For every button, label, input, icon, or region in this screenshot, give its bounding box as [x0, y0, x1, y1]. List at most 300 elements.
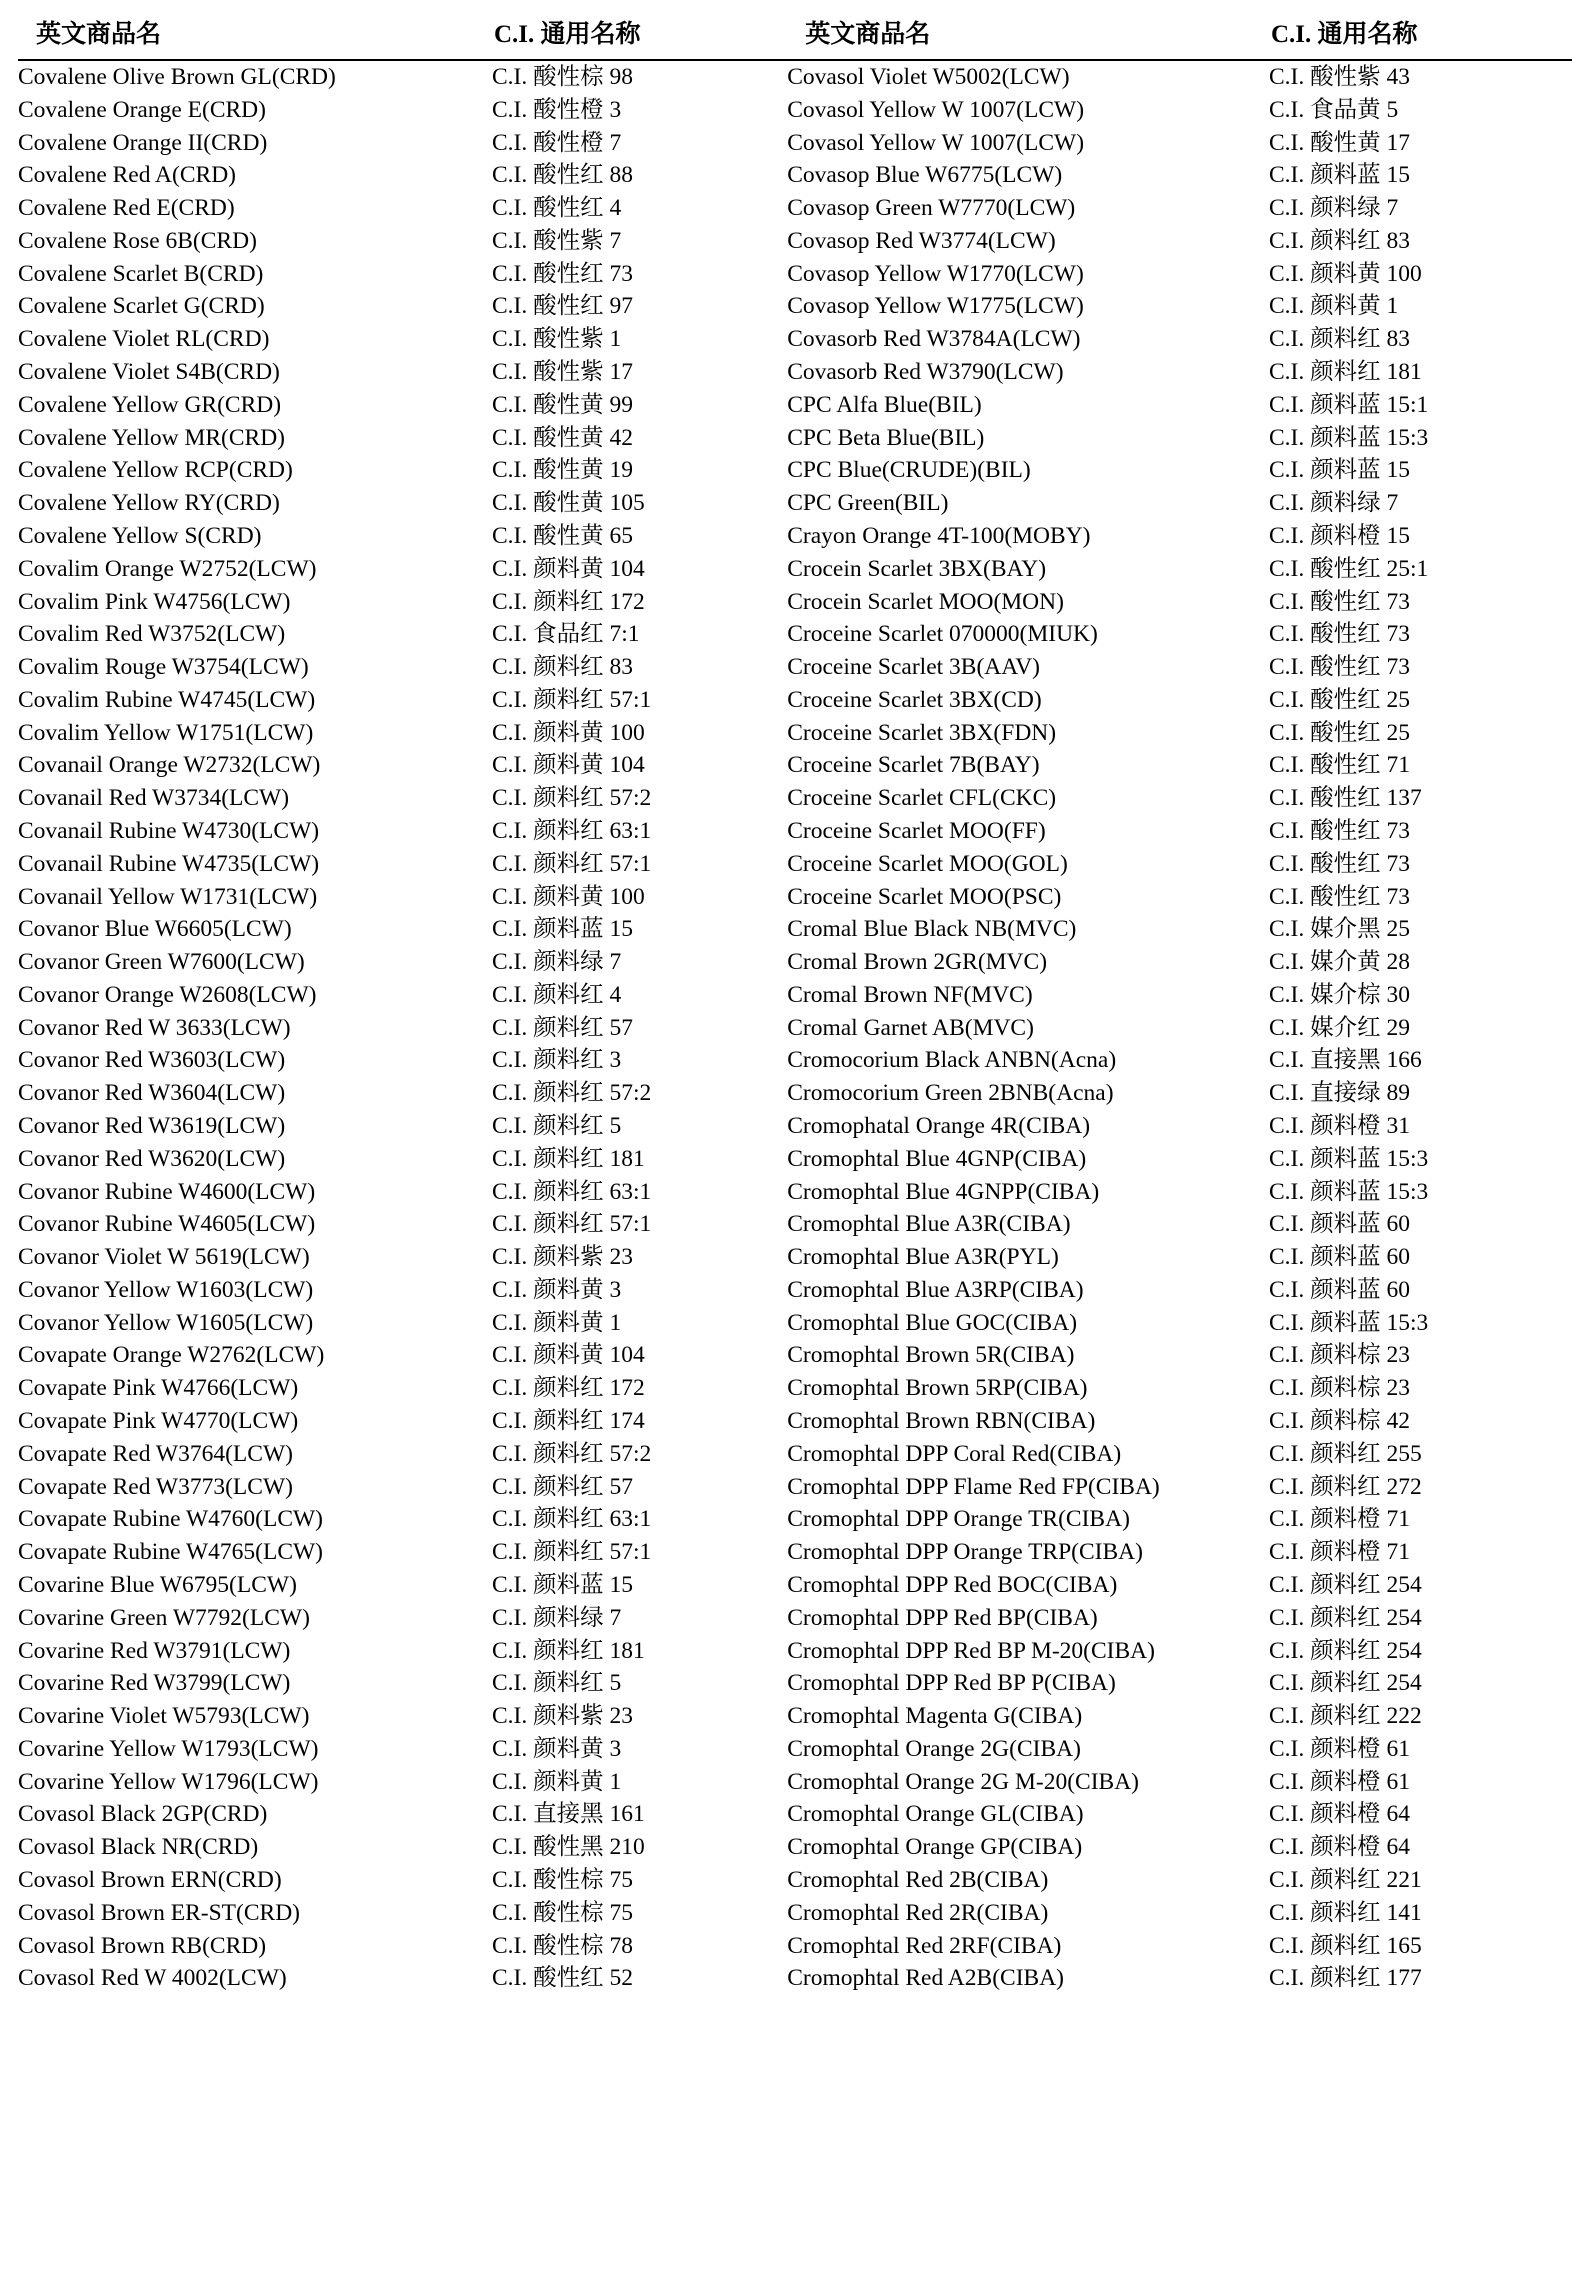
cell-ci-name-left: C.I. 酸性紫 1 [491, 326, 622, 353]
table-row [18, 815, 1572, 848]
cell-english-name-right: Cromophtal DPP Flame Red FP(CIBA) [787, 1473, 1160, 1500]
cell-ci-name-right: C.I. 酸性红 137 [1268, 785, 1422, 812]
table-row [18, 1143, 1572, 1176]
table-row [18, 848, 1572, 881]
cell-ci-name-right: C.I. 颜料红 177 [1268, 1965, 1422, 1992]
cell-ci-name-right: C.I. 食品黄 5 [1268, 96, 1399, 123]
cell-ci-name-left: C.I. 酸性紫 17 [491, 359, 633, 386]
cell-ci-name-left: C.I. 颜料红 57:2 [491, 785, 652, 812]
cell-ci-name-right: C.I. 酸性红 71 [1268, 752, 1410, 779]
cell-ci-name-left: C.I. 酸性紫 7 [491, 227, 622, 254]
cell-english-name-right: Croceine Scarlet 7B(BAY) [787, 752, 1040, 779]
cell-english-name-right: Cromophtal DPP Orange TR(CIBA) [787, 1506, 1130, 1533]
cell-english-name-right: Croceine Scarlet 3BX(CD) [787, 686, 1042, 713]
cell-english-name-left: Covanor Blue W6605(LCW) [18, 916, 292, 943]
cell-ci-name-right: C.I. 颜料蓝 60 [1268, 1244, 1410, 1271]
cell-ci-name-right: C.I. 颜料橙 64 [1268, 1834, 1410, 1861]
table-row [18, 192, 1572, 225]
cell-ci-name-right: C.I. 颜料红 255 [1268, 1440, 1422, 1467]
cell-english-name-left: Covalim Yellow W1751(LCW) [18, 719, 314, 746]
cell-ci-name-left: C.I. 颜料黄 104 [491, 1342, 645, 1369]
cell-ci-name-left: C.I. 颜料红 63:1 [491, 1506, 652, 1533]
cell-ci-name-left: C.I. 酸性红 52 [491, 1965, 633, 1992]
cell-ci-name-right: C.I. 颜料橙 61 [1268, 1735, 1410, 1762]
cell-ci-name-right: C.I. 颜料橙 71 [1268, 1539, 1410, 1566]
cell-english-name-left: Covanor Red W3604(LCW) [18, 1080, 286, 1107]
cell-ci-name-left: C.I. 酸性红 97 [491, 293, 633, 320]
cell-english-name-right: Cromophtal Brown 5R(CIBA) [787, 1342, 1075, 1369]
cell-english-name-left: Covalim Pink W4756(LCW) [18, 588, 291, 615]
table-row [18, 258, 1572, 291]
cell-english-name-right: Croceine Scarlet 3B(AAV) [787, 654, 1040, 681]
cell-ci-name-right: C.I. 颜料红 141 [1268, 1899, 1422, 1926]
table-row [18, 323, 1572, 356]
cell-english-name-left: Covalim Orange W2752(LCW) [18, 555, 317, 582]
table-row [18, 1012, 1572, 1045]
cell-english-name-left: Covasol Brown ERN(CRD) [18, 1866, 282, 1893]
cell-english-name-left: Covanor Rubine W4605(LCW) [18, 1211, 316, 1238]
table-row [18, 1176, 1572, 1209]
cell-english-name-right: Cromophtal Orange GP(CIBA) [787, 1834, 1083, 1861]
cell-ci-name-right: C.I. 颜料棕 23 [1268, 1342, 1410, 1369]
cell-english-name-right: Cromophtal DPP Coral Red(CIBA) [787, 1440, 1122, 1467]
cell-english-name-left: Covalene Orange II(CRD) [18, 129, 268, 156]
cell-ci-name-left: C.I. 颜料红 57:1 [491, 1211, 652, 1238]
cell-ci-name-left: C.I. 颜料红 83 [491, 654, 633, 681]
cell-ci-name-left: C.I. 颜料黄 104 [491, 555, 645, 582]
cell-english-name-right: Crocein Scarlet MOO(MON) [787, 588, 1064, 615]
cell-ci-name-right: C.I. 酸性紫 43 [1268, 64, 1410, 90]
table-row [18, 127, 1572, 160]
cell-english-name-right: Cromal Brown NF(MVC) [787, 981, 1033, 1008]
cell-english-name-left: Covasol Brown RB(CRD) [18, 1932, 267, 1959]
table-row [18, 159, 1572, 192]
cell-english-name-right: Covasop Yellow W1770(LCW) [787, 260, 1084, 287]
table-row [18, 1766, 1572, 1799]
cell-english-name-right: Croceine Scarlet 070000(MIUK) [787, 621, 1098, 648]
table-row [18, 225, 1572, 258]
cell-english-name-right: Cromophtal Blue A3R(CIBA) [787, 1211, 1071, 1238]
table-body [18, 60, 1572, 1995]
cell-english-name-right: CPC Beta Blue(BIL) [787, 424, 985, 451]
cell-english-name-left: Covalene Rose 6B(CRD) [18, 227, 257, 254]
cell-english-name-right: Croceine Scarlet MOO(PSC) [787, 883, 1062, 910]
cell-ci-name-left: C.I. 颜料黄 1 [491, 1768, 622, 1795]
cell-english-name-left: Covasol Black 2GP(CRD) [18, 1801, 268, 1828]
cell-ci-name-right: C.I. 媒介黑 25 [1268, 916, 1410, 943]
cell-english-name-right: Cromal Blue Black NB(MVC) [787, 916, 1077, 943]
cell-english-name-left: Covapate Red W3764(LCW) [18, 1440, 293, 1467]
table-row [18, 1864, 1572, 1897]
cell-english-name-right: Cromophtal DPP Red BOC(CIBA) [787, 1571, 1118, 1598]
table-row [18, 389, 1572, 422]
table-row [18, 1602, 1572, 1635]
cell-english-name-left: Covanor Red W 3633(LCW) [18, 1014, 291, 1041]
cell-ci-name-left: C.I. 颜料红 57:2 [491, 1080, 652, 1107]
column-header-ci-name-right: C.I. 通用名称 [1269, 14, 1572, 60]
cell-english-name-right: CPC Blue(CRUDE)(BIL) [787, 457, 1031, 484]
cell-english-name-left: Covasol Brown ER-ST(CRD) [18, 1899, 300, 1926]
cell-english-name-left: Covanor Red W3603(LCW) [18, 1047, 286, 1074]
cell-ci-name-right: C.I. 直接黑 166 [1268, 1047, 1422, 1074]
cell-english-name-right: Cromophtal Orange 2G(CIBA) [787, 1735, 1081, 1762]
cell-english-name-right: Covasop Yellow W1775(LCW) [787, 293, 1084, 320]
cell-ci-name-left: C.I. 酸性黄 65 [491, 522, 633, 549]
table-row [18, 1077, 1572, 1110]
cell-english-name-right: Cromophtal Blue GOC(CIBA) [787, 1309, 1078, 1336]
cell-english-name-left: Covalene Yellow S(CRD) [18, 522, 262, 549]
cell-ci-name-left: C.I. 颜料蓝 15 [491, 916, 633, 943]
table-row [18, 979, 1572, 1012]
cell-english-name-left: Covalene Orange E(CRD) [18, 96, 266, 123]
column-header-english-name-left: 英文商品名 [18, 14, 492, 60]
cell-english-name-left: Covarine Yellow W1796(LCW) [18, 1768, 319, 1795]
table-row [18, 782, 1572, 815]
cell-english-name-right: Cromophtal Blue A3RP(CIBA) [787, 1276, 1084, 1303]
cell-english-name-right: Cromophtal Magenta G(CIBA) [787, 1703, 1083, 1730]
cell-english-name-right: Cromophtal DPP Red BP(CIBA) [787, 1604, 1098, 1631]
cell-ci-name-right: C.I. 颜料红 221 [1268, 1866, 1422, 1893]
cell-english-name-left: Covalene Yellow GR(CRD) [18, 391, 282, 418]
cell-ci-name-left: C.I. 酸性橙 3 [491, 96, 622, 123]
cell-english-name-left: Covalene Scarlet G(CRD) [18, 293, 265, 320]
cell-ci-name-left: C.I. 食品红 7:1 [491, 621, 640, 648]
cell-ci-name-left: C.I. 颜料黄 3 [491, 1276, 622, 1303]
table-row [18, 1667, 1572, 1700]
cell-english-name-left: Covanor Red W3619(LCW) [18, 1113, 286, 1139]
table-row [18, 1110, 1572, 1143]
cell-english-name-right: Cromocorium Green 2BNB(Acna) [787, 1080, 1114, 1107]
cell-english-name-left: Covalim Rubine W4745(LCW) [18, 686, 316, 713]
cell-english-name-left: Covanor Green W7600(LCW) [18, 949, 305, 976]
cell-ci-name-right: C.I. 颜料橙 64 [1268, 1801, 1410, 1828]
table-row [18, 1471, 1572, 1504]
cell-ci-name-right: C.I. 颜料红 254 [1268, 1604, 1422, 1631]
cell-english-name-left: Covanor Rubine W4600(LCW) [18, 1178, 316, 1205]
cell-english-name-right: Covasorb Red W3790(LCW) [787, 359, 1064, 386]
column-header-ci-name-left: C.I. 通用名称 [492, 14, 787, 60]
cell-ci-name-left: C.I. 酸性棕 98 [491, 64, 633, 90]
cell-ci-name-left: C.I. 颜料紫 23 [491, 1703, 633, 1730]
cell-ci-name-left: C.I. 颜料红 172 [491, 1375, 645, 1402]
cell-english-name-left: Covanail Red W3734(LCW) [18, 785, 290, 812]
cell-ci-name-right: C.I. 酸性红 73 [1268, 850, 1410, 877]
cell-ci-name-right: C.I. 酸性红 73 [1268, 817, 1410, 844]
dye-index-table [18, 14, 1572, 1995]
cell-ci-name-left: C.I. 颜料红 57:1 [491, 686, 652, 713]
cell-english-name-right: Covasop Blue W6775(LCW) [787, 162, 1063, 189]
table-row [18, 1438, 1572, 1471]
cell-ci-name-left: C.I. 颜料红 57:2 [491, 1440, 652, 1467]
cell-english-name-left: Covapate Red W3773(LCW) [18, 1473, 293, 1500]
table-row [18, 749, 1572, 782]
cell-english-name-left: Covalene Red E(CRD) [18, 195, 235, 222]
cell-ci-name-right: C.I. 颜料棕 42 [1268, 1408, 1410, 1435]
table-row [18, 1503, 1572, 1536]
cell-ci-name-right: C.I. 媒介红 29 [1268, 1014, 1410, 1041]
table-row [18, 290, 1572, 323]
cell-english-name-right: Cromophtal Blue 4GNPP(CIBA) [787, 1178, 1100, 1205]
cell-english-name-left: Covalene Yellow RCP(CRD) [18, 457, 293, 484]
cell-english-name-right: Cromophtal Red 2B(CIBA) [787, 1866, 1049, 1893]
cell-english-name-left: Covalene Yellow MR(CRD) [18, 424, 285, 451]
cell-english-name-right: Covasop Red W3774(LCW) [787, 227, 1056, 254]
cell-ci-name-left: C.I. 颜料红 181 [491, 1637, 645, 1664]
table-row [18, 94, 1572, 127]
cell-ci-name-right: C.I. 颜料蓝 60 [1268, 1276, 1410, 1303]
table-row [18, 1339, 1572, 1372]
column-header-english-name-right: 英文商品名 [787, 14, 1269, 60]
cell-ci-name-left: C.I. 颜料黄 104 [491, 752, 645, 779]
cell-ci-name-right: C.I. 颜料红 83 [1268, 227, 1410, 254]
cell-ci-name-left: C.I. 酸性黄 105 [491, 490, 645, 517]
cell-ci-name-left: C.I. 颜料黄 3 [491, 1735, 622, 1762]
cell-ci-name-left: C.I. 颜料红 57 [491, 1473, 633, 1500]
table-row [18, 684, 1572, 717]
cell-english-name-right: Croceine Scarlet 3BX(FDN) [787, 719, 1057, 746]
cell-ci-name-right: C.I. 颜料红 254 [1268, 1637, 1422, 1664]
cell-english-name-right: Cromophatal Orange 4R(CIBA) [787, 1113, 1091, 1139]
cell-english-name-right: Cromophtal DPP Red BP M-20(CIBA) [787, 1637, 1155, 1664]
cell-ci-name-left: C.I. 颜料绿 7 [491, 1604, 622, 1631]
cell-ci-name-right: C.I. 酸性红 25 [1268, 719, 1410, 746]
cell-ci-name-right: C.I. 媒介棕 30 [1268, 981, 1410, 1008]
cell-ci-name-right: C.I. 颜料红 272 [1268, 1473, 1422, 1500]
cell-ci-name-right: C.I. 酸性红 25:1 [1268, 555, 1429, 582]
table-row [18, 1274, 1572, 1307]
cell-english-name-right: Covasol Violet W5002(LCW) [787, 64, 1070, 90]
cell-english-name-right: Cromophtal Brown 5RP(CIBA) [787, 1375, 1088, 1402]
cell-english-name-right: Cromophtal Blue 4GNP(CIBA) [787, 1145, 1087, 1172]
table-row [18, 1930, 1572, 1963]
cell-ci-name-right: C.I. 颜料蓝 15 [1268, 457, 1410, 484]
cell-ci-name-left: C.I. 颜料红 57 [491, 1014, 633, 1041]
cell-ci-name-left: C.I. 酸性黄 42 [491, 424, 633, 451]
cell-english-name-right: Covasol Yellow W 1007(LCW) [787, 129, 1085, 156]
cell-ci-name-right: C.I. 颜料蓝 15:3 [1268, 1178, 1429, 1205]
table-row [18, 356, 1572, 389]
table-row [18, 1831, 1572, 1864]
cell-ci-name-right: C.I. 颜料红 181 [1268, 359, 1422, 386]
cell-english-name-left: Covarine Green W7792(LCW) [18, 1604, 310, 1631]
cell-english-name-right: CPC Alfa Blue(BIL) [787, 391, 982, 418]
cell-english-name-right: Cromophtal DPP Orange TRP(CIBA) [787, 1539, 1143, 1566]
cell-ci-name-left: C.I. 酸性红 73 [491, 260, 633, 287]
cell-english-name-left: Covalene Scarlet B(CRD) [18, 260, 264, 287]
cell-ci-name-left: C.I. 颜料红 5 [491, 1670, 622, 1697]
table-row [18, 454, 1572, 487]
cell-english-name-left: Covalim Rouge W3754(LCW) [18, 654, 309, 681]
cell-ci-name-right: C.I. 颜料绿 7 [1268, 490, 1399, 517]
cell-english-name-left: Covanail Yellow W1731(LCW) [18, 883, 318, 910]
cell-english-name-left: Covalim Red W3752(LCW) [18, 621, 286, 648]
table-row [18, 1635, 1572, 1668]
cell-ci-name-left: C.I. 颜料红 181 [491, 1145, 645, 1172]
cell-ci-name-right: C.I. 媒介黄 28 [1268, 949, 1410, 976]
cell-ci-name-left: C.I. 颜料红 172 [491, 588, 645, 615]
table-row [18, 717, 1572, 750]
cell-english-name-left: Covalene Violet RL(CRD) [18, 326, 270, 353]
cell-english-name-right: Cromocorium Black ANBN(Acna) [787, 1047, 1117, 1074]
cell-ci-name-left: C.I. 颜料红 5 [491, 1113, 622, 1139]
cell-ci-name-right: C.I. 颜料橙 71 [1268, 1506, 1410, 1533]
cell-ci-name-left: C.I. 酸性棕 75 [491, 1866, 633, 1893]
cell-english-name-left: Covapate Pink W4770(LCW) [18, 1408, 299, 1435]
table-row [18, 422, 1572, 455]
cell-ci-name-left: C.I. 酸性黑 210 [491, 1834, 645, 1861]
cell-english-name-right: CPC Green(BIL) [787, 490, 949, 517]
table-row [18, 1241, 1572, 1274]
cell-ci-name-right: C.I. 颜料橙 61 [1268, 1768, 1410, 1795]
cell-english-name-right: Cromophtal Red 2R(CIBA) [787, 1899, 1049, 1926]
cell-ci-name-right: C.I. 颜料绿 7 [1268, 195, 1399, 222]
table-header-row [18, 14, 1572, 60]
cell-ci-name-right: C.I. 颜料红 165 [1268, 1932, 1422, 1959]
cell-ci-name-left: C.I. 颜料黄 100 [491, 719, 645, 746]
cell-english-name-right: Cromophtal DPP Red BP P(CIBA) [787, 1670, 1116, 1697]
cell-english-name-right: Cromophtal Red A2B(CIBA) [787, 1965, 1064, 1992]
cell-ci-name-right: C.I. 酸性红 73 [1268, 883, 1410, 910]
table-row [18, 60, 1572, 94]
cell-english-name-right: Cromophtal Orange GL(CIBA) [787, 1801, 1084, 1828]
table-row [18, 1044, 1572, 1077]
cell-ci-name-right: C.I. 颜料红 83 [1268, 326, 1410, 353]
cell-english-name-right: Cromophtal Red 2RF(CIBA) [787, 1932, 1062, 1959]
cell-ci-name-right: C.I. 酸性红 73 [1268, 588, 1410, 615]
cell-english-name-right: Cromal Garnet AB(MVC) [787, 1014, 1034, 1041]
cell-ci-name-right: C.I. 颜料红 254 [1268, 1670, 1422, 1697]
cell-ci-name-right: C.I. 颜料黄 100 [1268, 260, 1422, 287]
table-row [18, 946, 1572, 979]
cell-english-name-left: Covasol Black NR(CRD) [18, 1834, 259, 1861]
cell-english-name-right: Covasol Yellow W 1007(LCW) [787, 96, 1085, 123]
cell-english-name-left: Covapate Rubine W4765(LCW) [18, 1539, 323, 1566]
cell-ci-name-left: C.I. 酸性橙 7 [491, 129, 622, 156]
cell-english-name-left: Covalene Red A(CRD) [18, 162, 236, 189]
cell-ci-name-right: C.I. 颜料蓝 15:1 [1268, 391, 1429, 418]
table-row [18, 1307, 1572, 1340]
cell-english-name-left: Covanor Yellow W1603(LCW) [18, 1276, 314, 1303]
cell-ci-name-left: C.I. 颜料绿 7 [491, 949, 622, 976]
cell-ci-name-left: C.I. 颜料紫 23 [491, 1244, 633, 1271]
table-row [18, 1733, 1572, 1766]
cell-ci-name-left: C.I. 酸性黄 99 [491, 391, 633, 418]
table-row [18, 1700, 1572, 1733]
cell-english-name-right: Covasorb Red W3784A(LCW) [787, 326, 1081, 353]
cell-ci-name-right: C.I. 酸性黄 17 [1268, 129, 1410, 156]
cell-ci-name-left: C.I. 颜料红 63:1 [491, 1178, 652, 1205]
table-row [18, 913, 1572, 946]
cell-ci-name-left: C.I. 颜料蓝 15 [491, 1571, 633, 1598]
cell-ci-name-left: C.I. 颜料红 4 [491, 981, 622, 1008]
cell-english-name-left: Covanor Red W3620(LCW) [18, 1145, 286, 1172]
table-row [18, 1405, 1572, 1438]
cell-english-name-right: Croceine Scarlet MOO(FF) [787, 817, 1046, 844]
cell-english-name-left: Covanor Violet W 5619(LCW) [18, 1244, 310, 1271]
cell-ci-name-left: C.I. 酸性黄 19 [491, 457, 633, 484]
cell-ci-name-right: C.I. 颜料蓝 15:3 [1268, 424, 1429, 451]
cell-english-name-left: Covalene Violet S4B(CRD) [18, 359, 280, 386]
cell-ci-name-right: C.I. 颜料棕 23 [1268, 1375, 1410, 1402]
table-row [18, 520, 1572, 553]
cell-english-name-left: Covapate Pink W4766(LCW) [18, 1375, 299, 1402]
cell-ci-name-left: C.I. 颜料红 3 [491, 1047, 622, 1074]
cell-english-name-left: Covarine Violet W5793(LCW) [18, 1703, 310, 1730]
cell-ci-name-right: C.I. 颜料红 222 [1268, 1703, 1422, 1730]
table-row [18, 618, 1572, 651]
cell-english-name-left: Covanail Rubine W4730(LCW) [18, 817, 320, 844]
cell-english-name-right: Croceine Scarlet CFL(CKC) [787, 785, 1057, 812]
table-row [18, 1962, 1572, 1995]
cell-ci-name-right: C.I. 颜料蓝 60 [1268, 1211, 1410, 1238]
cell-ci-name-right: C.I. 颜料黄 1 [1268, 293, 1399, 320]
cell-english-name-left: Covanor Orange W2608(LCW) [18, 981, 317, 1008]
cell-ci-name-left: C.I. 颜料黄 100 [491, 883, 645, 910]
cell-ci-name-right: C.I. 颜料红 254 [1268, 1571, 1422, 1598]
table-row [18, 881, 1572, 914]
cell-ci-name-right: C.I. 颜料蓝 15 [1268, 162, 1410, 189]
cell-english-name-left: Covapate Orange W2762(LCW) [18, 1342, 325, 1369]
cell-english-name-left: Covapate Rubine W4760(LCW) [18, 1506, 323, 1533]
cell-ci-name-left: C.I. 颜料红 57:1 [491, 850, 652, 877]
table-row [18, 651, 1572, 684]
cell-ci-name-right: C.I. 颜料橙 15 [1268, 522, 1410, 549]
cell-ci-name-right: C.I. 酸性红 25 [1268, 686, 1410, 713]
table-row [18, 1208, 1572, 1241]
cell-english-name-right: Cromophtal Blue A3R(PYL) [787, 1244, 1059, 1271]
cell-ci-name-right: C.I. 酸性红 73 [1268, 621, 1410, 648]
cell-ci-name-left: C.I. 颜料黄 1 [491, 1309, 622, 1336]
table-row [18, 487, 1572, 520]
table-row [18, 1372, 1572, 1405]
table-row [18, 1798, 1572, 1831]
cell-english-name-left: Covalene Yellow RY(CRD) [18, 490, 280, 517]
cell-ci-name-right: C.I. 颜料橙 31 [1268, 1113, 1410, 1139]
table-row [18, 586, 1572, 619]
table-row [18, 1897, 1572, 1930]
cell-ci-name-left: C.I. 颜料红 63:1 [491, 817, 652, 844]
cell-english-name-left: Covarine Yellow W1793(LCW) [18, 1735, 319, 1762]
cell-english-name-left: Covalene Olive Brown GL(CRD) [18, 64, 336, 90]
cell-ci-name-right: C.I. 颜料蓝 15:3 [1268, 1309, 1429, 1336]
cell-english-name-right: Covasop Green W7770(LCW) [787, 195, 1076, 222]
cell-english-name-left: Covanor Yellow W1605(LCW) [18, 1309, 314, 1336]
cell-ci-name-left: C.I. 酸性红 88 [491, 162, 633, 189]
cell-english-name-left: Covanail Rubine W4735(LCW) [18, 850, 320, 877]
cell-english-name-right: Cromal Brown 2GR(MVC) [787, 949, 1048, 976]
cell-english-name-right: Cromophtal Orange 2G M-20(CIBA) [787, 1768, 1140, 1795]
cell-english-name-left: Covarine Red W3799(LCW) [18, 1670, 291, 1697]
cell-ci-name-left: C.I. 酸性棕 75 [491, 1899, 633, 1926]
cell-english-name-left: Covarine Blue W6795(LCW) [18, 1571, 297, 1598]
cell-ci-name-right: C.I. 颜料蓝 15:3 [1268, 1145, 1429, 1172]
cell-english-name-right: Croceine Scarlet MOO(GOL) [787, 850, 1068, 877]
cell-english-name-left: Covanail Orange W2732(LCW) [18, 752, 321, 779]
table-row [18, 1536, 1572, 1569]
cell-english-name-right: Cromophtal Brown RBN(CIBA) [787, 1408, 1096, 1435]
cell-english-name-right: Crayon Orange 4T-100(MOBY) [787, 522, 1091, 549]
cell-ci-name-right: C.I. 直接绿 89 [1268, 1080, 1410, 1107]
cell-english-name-right: Crocein Scarlet 3BX(BAY) [787, 555, 1047, 582]
cell-ci-name-left: C.I. 酸性棕 78 [491, 1932, 633, 1959]
cell-english-name-left: Covarine Red W3791(LCW) [18, 1637, 291, 1664]
table-row [18, 1569, 1572, 1602]
cell-ci-name-left: C.I. 颜料红 57:1 [491, 1539, 652, 1566]
cell-ci-name-right: C.I. 酸性红 73 [1268, 654, 1410, 681]
cell-ci-name-left: C.I. 酸性红 4 [491, 195, 622, 222]
cell-ci-name-left: C.I. 颜料红 174 [491, 1408, 645, 1435]
cell-ci-name-left: C.I. 直接黑 161 [491, 1801, 645, 1828]
